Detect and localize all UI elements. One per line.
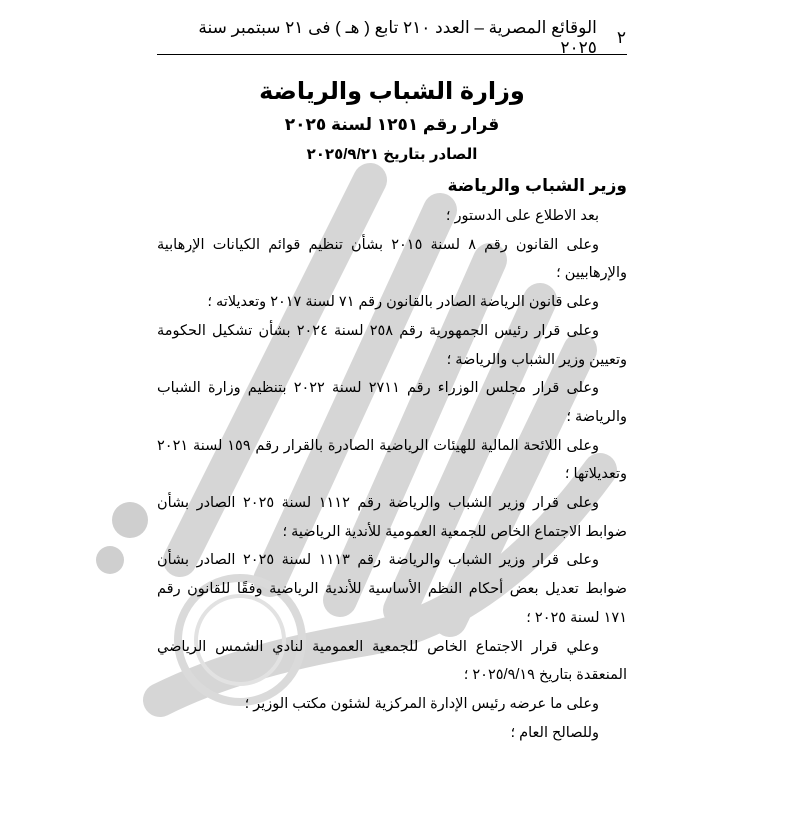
- preamble-paragraph: وعلى اللائحة المالية للهيئات الرياضية الصادرة بالقرار رقم ١٥٩ لسنة ٢٠٢١ وتعديلاتها ؛: [157, 437, 627, 483]
- preamble-paragraph: وعلى ما عرضه رئيس الإدارة المركزية لشئون مكتب الوزير ؛: [244, 695, 599, 712]
- publication-line: الوقائع المصرية – العدد ٢١٠ تابع ( هـ ) فى ٢١ سبتمبر سنة ٢٠٢٥: [198, 18, 597, 57]
- preamble-paragraph: وعلي قرار الاجتماع الخاص للجمعية العمومية لنادي الشمس الرياضي المنعقدة بتاريخ ٢٠٢٥/٩/١٩ ؛: [157, 638, 627, 684]
- page-header: [158, 18, 626, 57]
- preamble-paragraph: وعلى قرار وزير الشباب والرياضة رقم ١١١٣ لسنة ٢٠٢٥ الصادر بشأن ضوابط تعديل بعض أحكام النظم الأساسية للأندية الرياضية وفقًا للقانون رقم ١٧١ لسنة ٢٠٢٥ ؛: [157, 552, 627, 626]
- preamble-paragraph: وعلى القانون رقم ٨ لسنة ٢٠١٥ بشأن تنظيم قوائم الكيانات الإرهابية والإرهابيين ؛: [157, 236, 627, 282]
- page-number: ٢: [616, 28, 626, 47]
- preamble-paragraph: وعلى قرار رئيس الجمهورية رقم ٢٥٨ لسنة ٢٠٢٤ بشأن تشكيل الحكومة وتعيين وزير الشباب والرياضة ؛: [157, 322, 627, 368]
- preamble-paragraph: وعلى قرار وزير الشباب والرياضة رقم ١١١٢ لسنة ٢٠٢٥ الصادر بشأن ضوابط الاجتماع الخاص للجمعية العمومية للأندية الرياضية ؛: [157, 495, 627, 540]
- issuer-heading: وزير الشباب والرياضة: [447, 176, 627, 195]
- decree-body: [157, 172, 627, 747]
- header-divider: [157, 54, 627, 55]
- preamble-paragraph: وللصالح العام ؛: [510, 724, 599, 741]
- ministry-title: وزارة الشباب والرياضة: [259, 78, 525, 105]
- decree-titles: [157, 74, 627, 170]
- preamble-paragraph: وعلى قرار مجلس الوزراء رقم ٢٧١١ لسنة ٢٠٢٢ بتنظيم وزارة الشباب والرياضة ؛: [157, 380, 627, 425]
- preamble-paragraph: بعد الاطلاع على الدستور ؛: [445, 208, 599, 224]
- decree-number: قرار رقم ١٢٥١ لسنة ٢٠٢٥: [284, 115, 500, 134]
- preamble-paragraph: وعلى قانون الرياضة الصادر بالقانون رقم ٧١ لسنة ٢٠١٧ وتعديلاته ؛: [207, 294, 599, 311]
- issued-date: الصادر بتاريخ ٢٠٢٥/٩/٢١: [306, 146, 478, 163]
